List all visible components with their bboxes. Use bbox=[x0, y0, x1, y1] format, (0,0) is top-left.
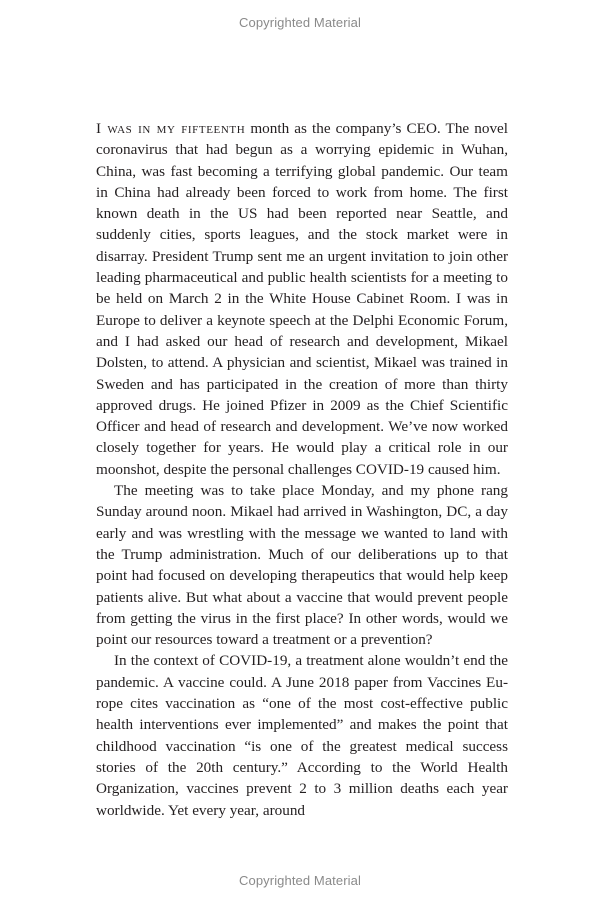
book-page-body bbox=[96, 118, 508, 821]
paragraph-1 bbox=[96, 118, 508, 480]
paragraph-1-text: month as the company’s CEO. The novel coronavirus that had begun as a worrying epidemic in Wuhan, China, was fast becoming a terrifying global pandemic. Our team in China had already been forced to work from home. The first known death in the US had been reported near Seattle, and suddenly cities, sports leagues, and the stock market were in disarray. President Trump sent me an urgent invitation to join other leading pharmaceutical and public health scientists for a meeting to be held on March 2 in the White House Cabinet Room. I was in Europe to deliver a keynote speech at the Delphi Economic Forum, and I had asked our head of research and development, Mikael Dolsten, to attend. A physician and scientist, Mikael was trained in Sweden and has participated in the creation of more than thirty approved drugs. He joined Pfizer in 2009 as the Chief Scientific Officer and head of research and development. We’ve now worked closely together for years. He would play a critical role in our moonshot, despite the personal challenges COVID-19 caused him. bbox=[96, 120, 508, 478]
copyright-watermark-top: Copyrighted Material bbox=[239, 15, 361, 30]
paragraph-2: The meeting was to take place Monday, and my phone rang Sunday around noon. Mikael had arrived in Washington, DC, a day early and was wrestling with the message we wanted to land with the Trump administration. Much of our deliberations up to that point had focused on developing therapeutics that would help keep patients alive. But what about a vaccine that would prevent people from getting the virus in the first place? In other words, would we point our resources toward a treatment or a prevention? bbox=[96, 482, 508, 649]
paragraph-3: In the context of COVID-19, a treatment alone wouldn’t end the pandemic. A vaccine could. A June 2018 paper from Vaccines Europe cites vaccination as “one of the most cost-effective public health interventions ever implemented” and makes the point that childhood vaccination “is one of the greatest medical success stories of the 20th century.” According to the World Health Organization, vaccines prevent 2 to 3 million deaths each year worldwide. Yet every year, around bbox=[96, 652, 508, 819]
opening-smallcaps: I was in my fifteenth bbox=[96, 120, 246, 137]
copyright-watermark-bottom: Copyrighted Material bbox=[239, 873, 361, 888]
